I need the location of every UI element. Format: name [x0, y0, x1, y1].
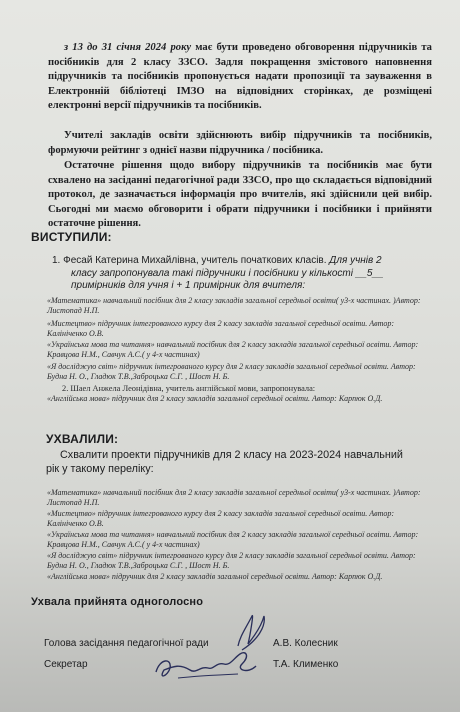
resolved-text	[46, 448, 436, 476]
speaker-1-proposal-1: Для учнів 2	[326, 255, 382, 266]
speaker-2: 2. Шаел Анжела Леонідівна, учитель англійської мови, запропонувала:	[62, 384, 316, 393]
speaker-1-book-4: «Я досліджую світ» підручник інтегрованого курсу для 2 класу закладів загальної середньої освіти. Автор: Будна Н. О., Гладюк Т.В.,Заброцька С.Г. , Шост Н. Б.	[47, 362, 416, 382]
secretary-title: Секретар	[44, 659, 88, 670]
intro-paragraph-1	[48, 41, 432, 114]
resolved-text-line-1: Схвалити проекти підручників для 2 класу на 2023-2024 навчальний	[60, 449, 403, 461]
speaker-1	[52, 255, 432, 293]
intro-paragraph-3: Остаточне рішення щодо вибору підручників та посібників має бути схвалено на засіданні педагогічної ради ЗЗСО, про що складається відповідний протокол, де зазначається інформація про вчителів, які здійснили цей вибір. Сьогодні ми маємо обговорити і обрати підручники і посібники і прийняти остаточне рішення.	[48, 160, 432, 230]
resolved-text-line-2: рік у такому переліку:	[46, 463, 154, 475]
speaker-1-proposal-2: класу запропонувала такі підручники і посібники у кількості __5__	[71, 267, 384, 279]
unanimous-note: Ухвала прийнята одноголосно	[31, 596, 204, 608]
intro-dates: з 13 до 31 січня 2024 року	[64, 42, 192, 53]
resolved-book-4: «Я досліджую світ» підручник інтегрованого курсу для 2 класу закладів загальної середньої освіти. Автор: Будна Н. О., Гладюк Т.В.,Заброцька С.Г. , Шост Н. Б.	[47, 551, 416, 571]
speaker-1-book-3: «Українська мова та читання» навчальний посібник для 2 класу закладів загальної середньої освіти. Автор: Кравцова Н.М., Савчук А.С.( у 4-х частинах)	[47, 340, 419, 360]
secretary-signature	[150, 644, 262, 686]
resolved-book-1: «Математика» навчальний посібник для 2 класу закладів загальної середньої освіти( у3-х частинах. )Автор: Листопад Н.П.	[47, 488, 421, 508]
chair-title: Голова засідання педагогічної ради	[44, 638, 209, 649]
resolved-book-2: «Мистецтво» підручник інтегрованого курсу для 2 класу закладів загальної середньої освіти. Автор: Калініченко О.В.	[47, 509, 395, 529]
speaker-1-lead: 1. Фесай Катерина Михайлівна, учитель початкових класів.	[52, 255, 327, 266]
speakers-heading: ВИСТУПИЛИ:	[31, 230, 112, 244]
resolved-book-3: «Українська мова та читання» навчальний посібник для 2 класу закладів загальної середньої освіти. Автор: Кравцова Н.М., Савчук А.С.( у 4-х частинах)	[47, 530, 419, 550]
speaker-1-book-1: «Математика» навчальний посібник для 2 класу закладів загальної середньої освіти( у3-х частинах. )Автор: Листопад Н.П.	[47, 296, 421, 316]
intro-paragraph-2: Учителі закладів освіти здійснюють вибір підручників та посібників, формуючи рейтинг з однієї назви підручника / посібника.	[48, 130, 432, 156]
secretary-name: Т.А. Клименко	[273, 659, 339, 670]
speaker-1-proposal-3: примірників для учня і + 1 примірник для вчителя:	[71, 280, 306, 291]
speaker-2-book: «Англійська мова» підручник для 2 класу закладів загальної середньої освіти. Автор: Карпюк О.Д.	[47, 394, 383, 403]
speaker-1-book-2: «Мистецтво» підручник інтегрованого курсу для 2 класу закладів загальної середньої освіти. Автор: Калініченко О.В.	[47, 319, 395, 339]
intro-text-1: має бути проведено обговорення підручників та посібників для 2 класу ЗЗСО. Задля покращення змістового наповнення підручників та посібників пропонується надати пропозиції та зауваження в Електронній бібліотеці ІМЗО на відповідних сторінках, де розміщені електронні версії підручників та посібників.	[48, 42, 432, 112]
resolved-heading: УХВАЛИЛИ:	[46, 432, 119, 446]
resolved-book-5: «Англійська мова» підручник для 2 класу закладів загальної середньої освіти. Автор: Карпюк О.Д.	[47, 572, 383, 581]
chair-name: А.В. Колесник	[273, 638, 338, 649]
